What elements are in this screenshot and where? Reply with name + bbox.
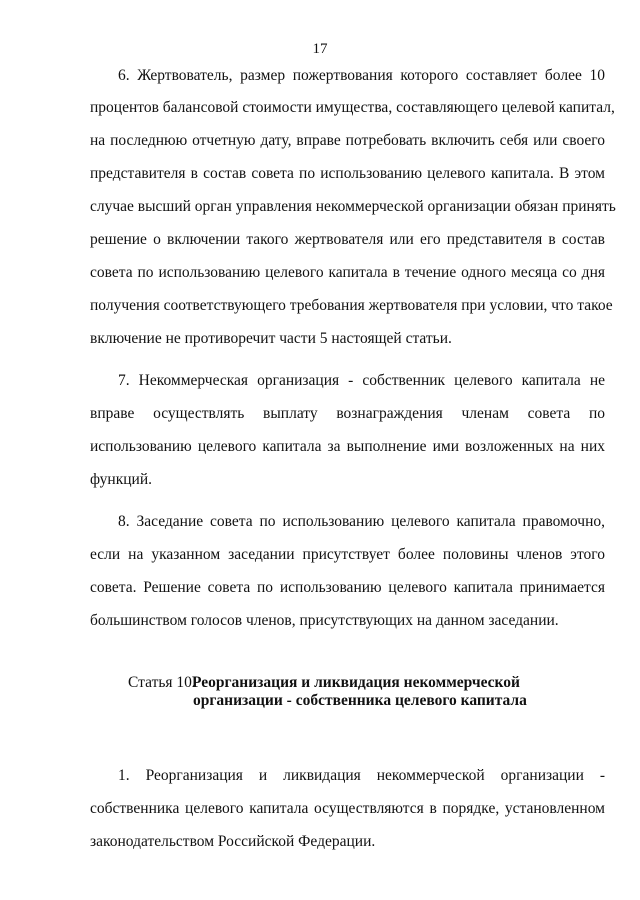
text-line: 8. Заседание совета по использованию целевого капитала правомочно,: [118, 513, 605, 530]
text-line: получения соответствующего требования жертвователя при условии, что такое: [90, 297, 613, 314]
text-line: 6. Жертвователь, размер пожертвования которого составляет более 10: [118, 67, 605, 84]
article-label: Статья 10.: [128, 674, 196, 691]
text-line: решение о включении такого жертвователя или его представителя в состав: [90, 231, 605, 248]
text-line: процентов балансовой стоимости имущества, составляющего целевой капитал,: [90, 99, 615, 116]
text-line: 1. Реорганизация и ликвидация некоммерческой организации -: [118, 767, 605, 784]
text-line: 7. Некоммерческая организация - собственник целевого капитала не: [118, 372, 605, 389]
page-number: 17: [312, 41, 328, 57]
text-line: совета по использованию целевого капитала в течение одного месяца со дня: [90, 264, 605, 281]
text-line: включение не противоречит части 5 настоящей статьи.: [90, 330, 452, 347]
text-line: собственника целевого капитала осуществляются в порядке, установленном: [90, 800, 605, 817]
article-heading: [0, 673, 640, 693]
text-line: вправе осуществлять выплату вознаграждения членам совета по: [90, 405, 605, 422]
text-line: совета. Решение совета по использованию целевого капитала принимается: [90, 579, 605, 596]
article-title-line2: организации - собственника целевого капитала: [193, 692, 527, 709]
text-line: случае высший орган управления некоммерческой организации обязан принять: [90, 198, 616, 215]
text-line: если на указанном заседании присутствует более половины членов этого: [90, 546, 605, 563]
article-heading-cont: [0, 691, 640, 711]
text-line: представителя в состав совета по использованию целевого капитала. В этом: [90, 165, 605, 182]
text-line: функций.: [90, 471, 152, 488]
article-title-line1: Реорганизация и ликвидация некоммерческой: [192, 674, 520, 691]
text-line: большинством голосов членов, присутствующих на данном заседании.: [90, 612, 559, 629]
text-line: законодательством Российской Федерации.: [90, 833, 376, 850]
text-line: на последнюю отчетную дату, вправе потребовать включить себя или своего: [90, 132, 605, 149]
text-line: использованию целевого капитала за выполнение ими возложенных на них: [90, 438, 605, 455]
